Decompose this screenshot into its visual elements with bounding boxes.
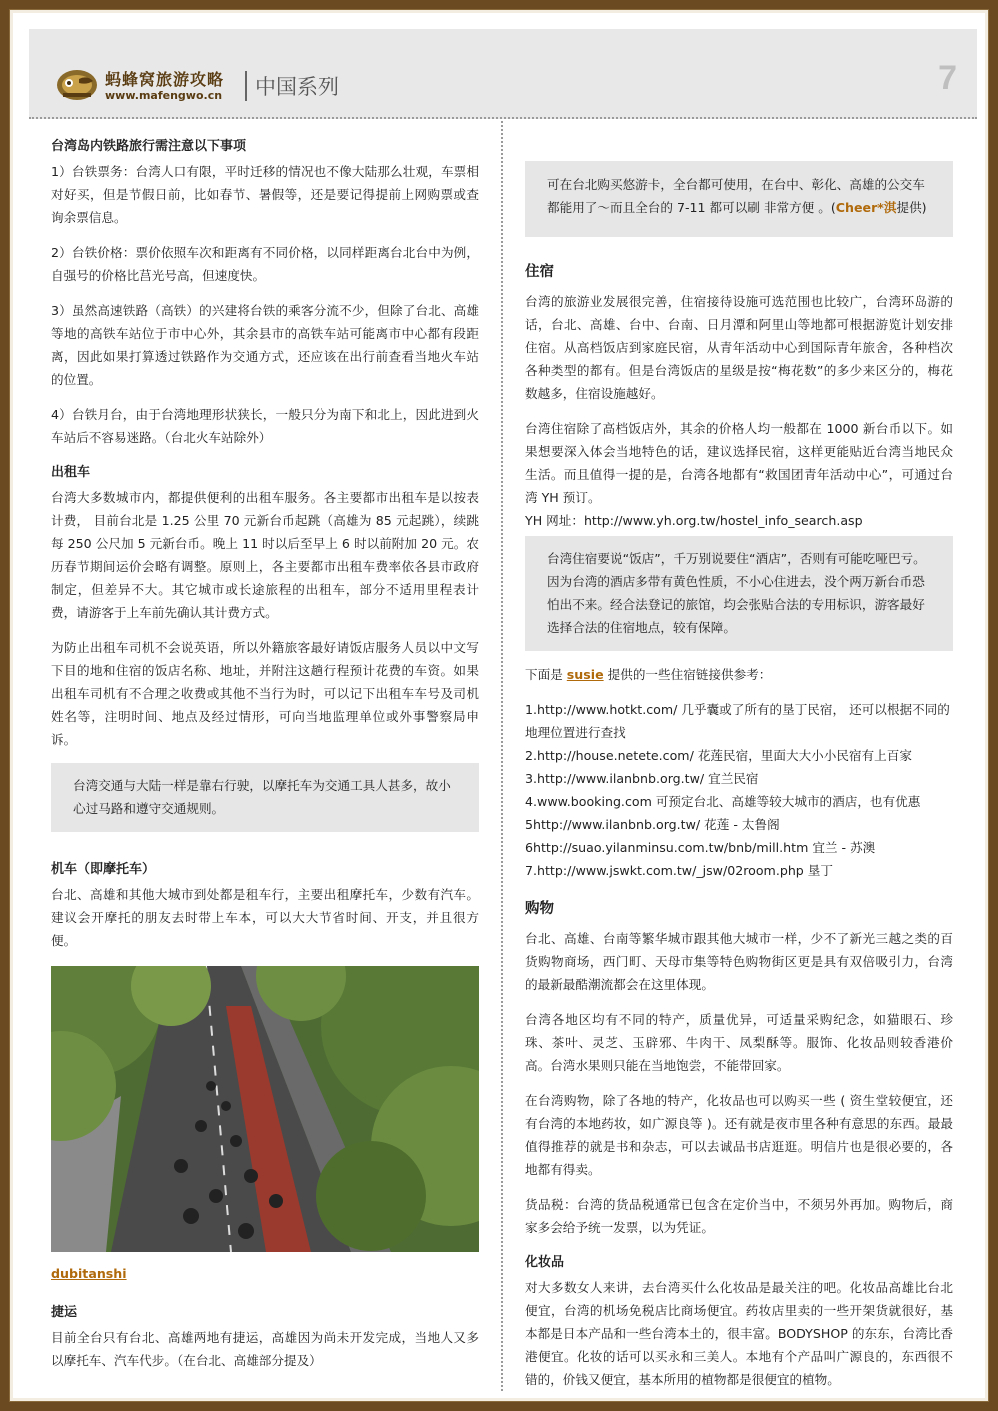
shopping-heading: 购物	[525, 901, 554, 917]
links-intro-pre: 下面是	[525, 667, 567, 682]
cosmetics-heading: 化妆品	[525, 1255, 565, 1270]
rail-hsr-paragraph: 3）虽然高速铁路（高铁）的兴建将台铁的乘客分流不少，但除了台北、高雄等地的高铁车站位于市中心外，其余县市的高铁车站可能离市中心都有段距离，因此如果打算透过铁路作为交通方式，还应该在出行前查看当地火车站的位置。	[51, 303, 479, 387]
rail-platform-paragraph: 4）台铁月台，由于台湾地理形状狭长，一般只分为南下和北上，因此进到火车站后不容易迷路。（台北火车站除外）	[51, 407, 479, 445]
lodging-overview-paragraph: 台湾的旅游业发展很完善，住宿接待设施可选范围也比较广，台湾环岛游的话，台北、高雄、台中、台南、日月潭和阿里山等地都可根据游览计划安排住宿。从高档饭店到家庭民宿，从青年活动中心到国际青年旅舍，各种档次各种类型的都有。但是台湾饭店的星级是按“梅花数”的多少来区分的，梅花数越多，住宿设施越好。	[525, 294, 953, 401]
traffic-note-box: 台湾交通与大陆一样是靠右行驶，以摩托车为交通工具人甚多，故小心过马路和遵守交通规则。	[51, 763, 479, 832]
list-item[interactable]: 4.www.booking.com 可预定台北、高雄等较大城市的酒店，也有优惠	[525, 794, 921, 809]
taxi-tips-paragraph: 为防止出租车司机不会说英语，所以外籍旅客最好请饭店服务人员以中文写下目的地和住宿的饭店名称、地址，并附注这趟行程预计花费的车资。如果出租车司机有不合理之收费或其他不当行为时，可以记下出租车车号及司机姓名等，注明时间、地点及经过情形，可向当地监理单位或外事警察局申诉。	[51, 640, 479, 747]
mafengwo-logo-icon	[55, 63, 99, 103]
taxi-fare-paragraph: 台湾大多数城市内，都提供便利的出租车服务。各主要都市出租车是以按表计费， 目前台北是 1.25 公里 70 元新台币起跳（高雄为 85 元起跳），续跳每 250 公尺加 5 元新台币。晚上 11 时以后至早上 6 时以前附加 20 元。农历春节期间运价会略有调整。原则上，各主要都市出租车费率依各县市政府制定，但差异不大。其它城市或长途旅程的出租车，部分不适用里程表计费，请游客于上车前先确认其计费方式。	[51, 490, 479, 620]
shopping-tax-paragraph: 货品税：台湾的货品税通常已包含在定价当中，不须另外再加。购物后，商家多会给予统一发票，以为凭证。	[525, 1197, 953, 1235]
easycard-credit-tail: 提供)	[896, 200, 927, 215]
rail-price-paragraph: 2）台铁价格：票价依照车次和距离有不同价格，以同样距离台北台中为例，自强号的价格比莒光号高，但速度快。	[51, 245, 479, 283]
photo-credit-link[interactable]: dubitanshi	[51, 1266, 127, 1281]
page	[10, 10, 988, 1401]
shopping-specialties-paragraph: 台湾各地区均有不同的特产，质量优异，可适量采购纪念，如猫眼石、珍珠、茶叶、灵芝、玉辟邪、牛肉干、凤梨酥等。服饰、化妆品则较香港价高。台湾水果则只能在当地饱尝，不能带回家。	[525, 1012, 953, 1073]
brand-name: 蚂蜂窝旅游攻略	[105, 70, 225, 89]
links-intro-post: 提供的一些住宿链接供参考：	[603, 667, 772, 682]
series-title: 中国系列	[255, 75, 339, 99]
lodging-heading: 住宿	[525, 264, 554, 280]
cosmetics-paragraph: 对大多数女人来讲，去台湾买什么化妆品是最关注的吧。化妆品高雄比台北便宜，台湾的机场免税店比商场便宜。药妆店里卖的一些开架货就很好，基本都是日本产品和一些台湾本土的，很丰富。BODYSHOP 的东东，台湾比香港便宜。化妆的话可以买永和三美人。本地有个产品叫广源良的，东西很不错的，价钱又便宜，基本所用的植物都是很便宜的植物。	[525, 1280, 953, 1387]
right-column	[525, 161, 953, 1403]
metro-heading: 捷运	[51, 1305, 78, 1320]
rail-heading: 台湾岛内铁路旅行需注意以下事项	[51, 139, 247, 154]
lodging-price-paragraph: 台湾住宿除了高档饭店外，其余的价格人均一般都在 1000 新台币以下。如果想要深入体会当地特色的话，建议选择民宿，这样更能贴近台湾当地民众生活。而且值得一提的是，台湾各地都有“救国团青年活动中心”，可通过台湾 YH 预订。	[525, 421, 953, 505]
metro-paragraph: 目前全台只有台北、高雄两地有捷运，高雄因为尚未开发完成，当地人又多以摩托车、汽车代步。（在台北、高雄部分提及）	[51, 1330, 479, 1368]
shopping-malls-paragraph: 台北、高雄、台南等繁华城市跟其他大城市一样，少不了新光三越之类的百货购物商场，西门町、天母市集等特色购物街区更是具有双倍吸引力，台湾的最新最酷潮流都会在这里体现。	[525, 931, 953, 992]
list-item[interactable]: 1.http://www.hotkt.com/ 几乎囊或了所有的垦丁民宿， 还可以根据不同的地理位置进行查找	[525, 702, 950, 740]
yh-website-line: YH 网址：http://www.yh.org.tw/hostel_info_search.asp	[525, 513, 863, 528]
lodging-warning-box: 台湾住宿要说“饭店”，千万别说要住“酒店”，否则有可能吃哑巴亏。因为台湾的酒店多带有黄色性质，不小心住进去，没个两万新台币恐怕出不来。经合法登记的旅馆，均会张贴合法的专用标识，游客最好选择合法的住宿地点，较有保障。	[525, 536, 953, 651]
shopping-tips-paragraph: 在台湾购物，除了各地的特产，化妆品也可以购买一些 ( 资生堂较便宜，还有台湾的本地药妆，如广源良等 )。还有就是夜市里各种有意思的东西。最最值得推荐的就是书和杂志，可以去诚品书店逛逛。明信片也是很必要的，各地都有得卖。	[525, 1093, 953, 1177]
list-item[interactable]: 2.http://house.netete.com/ 花莲民宿，里面大大小小民宿有上百家	[525, 748, 912, 763]
list-item[interactable]: 7.http://www.jswkt.com.tw/_jsw/02room.php 垦丁	[525, 863, 833, 878]
motorcycle-heading: 机车（即摩托车）	[51, 862, 156, 877]
easycard-note-text: 可在台北购买悠游卡，全台都可使用，在台中、彰化、高雄的公交车都能用了～而且全台的 7-11 都可以刷 非常方便 。(	[547, 177, 925, 215]
motorcycle-street-photo	[51, 966, 479, 1252]
easycard-credit-user[interactable]: Cheer*淇	[835, 200, 897, 215]
taxi-heading: 出租车	[51, 465, 91, 480]
motorcycle-paragraph: 台北、高雄和其他大城市到处都是租车行，主要出租摩托车，少数有汽车。建议会开摩托的朋友去时带上车本，可以大大节省时间、开支，并且很方便。	[51, 887, 479, 948]
easycard-note-box	[525, 161, 953, 237]
header-divider	[245, 71, 247, 101]
lodging-links-list	[525, 698, 953, 882]
page-number: 7	[938, 59, 957, 97]
list-item[interactable]: 3.http://www.ilanbnb.org.tw/ 宜兰民宿	[525, 771, 759, 786]
list-item[interactable]: 5http://www.ilanbnb.org.tw/ 花莲 - 太鲁阁	[525, 817, 780, 832]
rail-ticketing-paragraph: 1）台铁票务：台湾人口有限，平时迁移的情况也不像大陆那么壮观，车票相对好买，但是节假日前，比如春节、暑假等，还是要记得提前上网购票或查询余票信息。	[51, 164, 479, 225]
list-item[interactable]: 6http://suao.yilanminsu.com.tw/bnb/mill.htm 宜兰 - 苏澳	[525, 840, 876, 855]
links-intro-user[interactable]: susie	[566, 667, 604, 682]
column-divider	[501, 121, 503, 1391]
page-header	[29, 29, 977, 119]
brand-url: www.mafengwo.cn	[105, 89, 223, 102]
left-column	[51, 135, 479, 1384]
